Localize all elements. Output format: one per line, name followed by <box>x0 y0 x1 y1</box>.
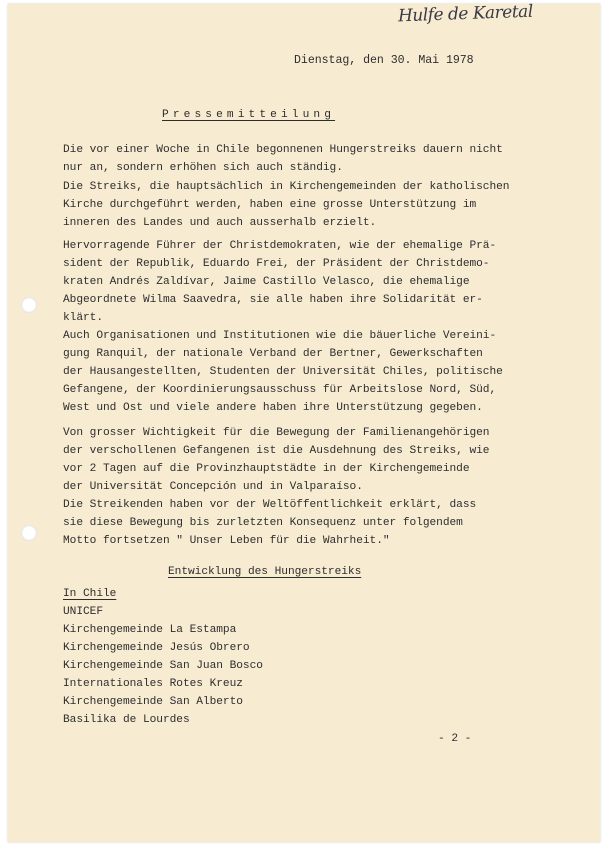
body-line: der verschollenen Gefangenen ist die Ausdehnung des Streiks, wie <box>63 445 490 457</box>
list-item: Kirchengemeinde San Alberto <box>63 696 243 708</box>
body-line: Gefangene, der Koordinierungsausschuss für Arbeitslose Nord, Süd, <box>63 384 497 396</box>
body-line: der Hausangestellten, Studenten der Universität Chiles, politische <box>63 366 503 378</box>
body-line: Kirche durchgeführt werden, haben eine grosse Unterstützung im <box>63 199 477 211</box>
body-line: Die Streiks, die hauptsächlich in Kirchengemeinden der katholischen <box>63 181 510 193</box>
punch-hole-bottom <box>21 525 37 541</box>
handwritten-signature: Hulfe de Karetal <box>397 1 534 27</box>
document-heading: Pressemitteilung <box>162 109 336 121</box>
body-line: Die Streikenden haben vor der Weltöffentlichkeit erklärt, dass <box>63 499 477 511</box>
body-line: nur an, sondern erhöhen sich auch ständig. <box>63 162 343 174</box>
body-line: der Universität Concepción und in Valparaíso. <box>63 481 363 493</box>
body-line: Von grosser Wichtigkeit für die Bewegung der Familienangehörigen <box>63 427 490 439</box>
list-item: Kirchengemeinde Jesús Obrero <box>63 642 250 654</box>
list-item: UNICEF <box>63 606 103 618</box>
body-line: gung Ranquil, der nationale Verband der Bertner, Gewerkschaften <box>63 348 483 360</box>
body-line: Motto fortsetzen " Unser Leben für die Wahrheit." <box>63 535 390 547</box>
body-line: kraten Andrés Zaldívar, Jaime Castillo Velasco, die ehemalige <box>63 276 470 288</box>
punch-hole-top <box>21 297 37 313</box>
body-line: Auch Organisationen und Institutionen wie die bäuerliche Vereini- <box>63 330 497 342</box>
body-line: West und Ost und viele andere haben ihre Unterstützung gegeben. <box>63 402 483 414</box>
page-number: - 2 - <box>438 733 472 745</box>
list-item: Kirchengemeinde La Estampa <box>63 624 237 636</box>
list-item: Kirchengemeinde San Juan Bosco <box>63 660 263 672</box>
list-heading: In Chile <box>63 588 117 600</box>
body-line: Die vor einer Woche in Chile begonnenen Hungerstreiks dauern nicht <box>63 144 503 156</box>
body-line: Abgeordnete Wilma Saavedra, sie alle haben ihre Solidarität er- <box>63 294 483 306</box>
body-line: sie diese Bewegung bis zurletzten Konsequenz unter folgendem <box>63 517 463 529</box>
body-line: klärt. <box>63 312 103 324</box>
body-line: Hervorragende Führer der Christdemokraten, wie der ehemalige Prä- <box>63 240 497 252</box>
list-item: Internationales Rotes Kreuz <box>63 678 243 690</box>
document-date: Dienstag, den 30. Mai 1978 <box>294 54 474 67</box>
body-line: sident der Republik, Eduardo Frei, der Präsident der Christdemo- <box>63 258 490 270</box>
body-line: vor 2 Tagen auf die Provinzhauptstädte in der Kirchengemeinde <box>63 463 470 475</box>
list-item: Basilika de Lourdes <box>63 714 190 726</box>
section-title: Entwicklung des Hungerstreiks <box>168 566 362 578</box>
body-line: inneren des Landes und auch ausserhalb erzielt. <box>63 217 377 229</box>
